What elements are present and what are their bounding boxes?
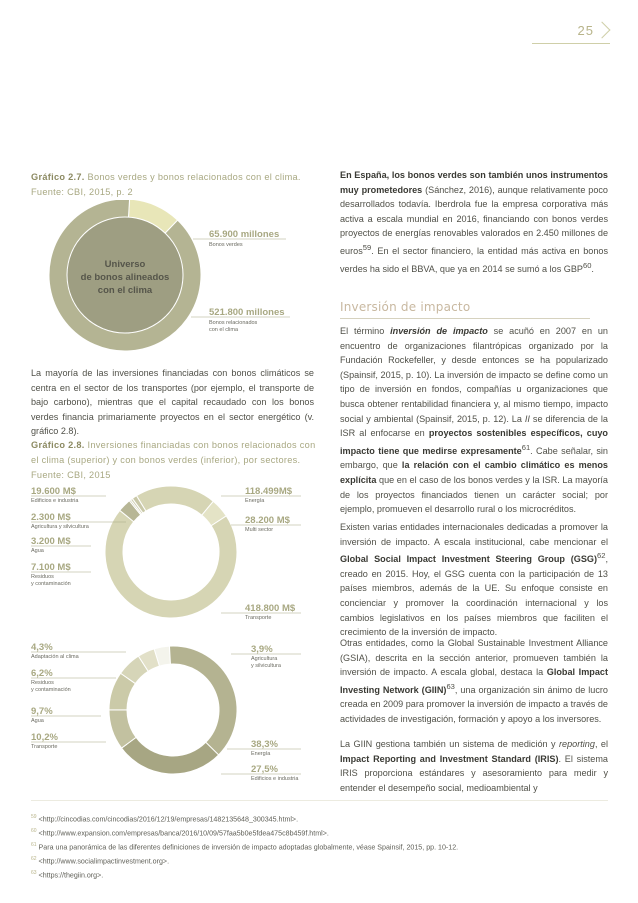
text: . En el sector financiero, la entidad más activa en bonos verdes ha sido el BBVA, que ya en 2014 se sumó a los GBP [340,246,608,274]
footnote [31,854,169,866]
footnote-text: <http://www.socialimpactinvestment.org>. [38,857,170,866]
footnote-ref: 59 [362,242,372,252]
paragraph-spain-green-bonds [340,168,608,276]
donut-green-bonds-sectors [109,646,237,774]
figure-caption-2-8 [31,438,319,483]
d3-left-2-text-1: Residuos [31,680,54,686]
footnote-divider [31,800,608,801]
d3-left-2-text-2: y contaminación [31,687,71,693]
paragraph-giin [340,636,608,727]
d2-left-4-text-1: Residuos [31,574,54,580]
footnote-text: Para una panorámica de las diferentes definiciones de inversión de impacto adoptadas globalmente, véase Spainsif, 2015, pp. 10-12. [38,843,459,852]
d3-left-1-value: 4,3% [31,642,53,653]
figure-caption-text: Inversiones financiadas con bonos relacionados con el clima (superior) y con bonos verdes (inferior), por sectores. Fuente: CBI, 2015 [31,440,316,480]
d3-left-3-text: Agua [31,718,44,724]
footnote-number: 63 [31,870,37,876]
text: , el [594,739,608,749]
footnote-ref: 61 [521,442,531,452]
d2-left-4-value: 7.100 M$ [31,562,71,573]
donut-center-line-1: Universo [104,259,146,270]
d2-left-4-text-2: y contaminación [31,581,71,587]
label-related-sub-1: Bonos relacionados [209,320,258,326]
label-green-value: 65.900 millones [209,229,280,240]
d3-left-1-text: Adaptación al clima [31,654,79,660]
donut-climate-bonds [105,486,237,618]
footnote-ref: 60 [582,260,592,270]
d2-right-2-text: Multi sector [245,527,274,533]
d3-right-1-text-1: Agricultura [251,656,278,662]
figure-caption-label: Gráfico 2.8. [31,440,85,450]
footnote-text: <http://cincodias.com/cincodias/2016/12/19/empresas/1482135648_300345.html>. [38,815,299,824]
page-number [532,20,610,44]
label-related-value: 521.800 millones [209,307,285,318]
text: , creado en 2015. Hoy, el GSG cuenta con la participación de 13 países miembros, además de la UE. Su enfoque consiste en concienciar y promover la coordinación internacional y los cambios legislativos en los países miembros que faciliten el crecimiento de la inversión de impacto. [340,554,608,638]
chart-green-bonds-sectors [31,638,321,783]
chart-green-bonds [31,200,321,360]
footnote [31,840,458,852]
section-title: Inversión de impacto [340,300,471,314]
d2-left-2-text: Agricultura y silvicultura [31,524,89,530]
bold-text: Global Impact Investing Network (GIIN) [340,667,608,695]
d2-left-1-value: 19.600 M$ [31,486,76,497]
text: . Cabe señalar, sin embargo, que [340,445,608,471]
bold-text: la relación con el cambio climático es menos explícita [340,460,608,485]
d3-right-2-value: 38,3% [251,739,278,750]
footnote-text: <https://thegiin.org>. [38,871,104,880]
d2-right-3-value: 418.800 M$ [245,603,296,614]
d3-left-4-value: 10,2% [31,732,58,743]
bold-text: En España, los bonos verdes son también unos instrumentos muy prometedores [340,170,608,195]
paragraph-transport-energy: La mayoría de las inversiones financiadas con bonos climáticos se centra en el sector de los transportes (por ejemplo, el transporte de bajo carbono), mientras que el capital recaudado con los bonos verdes financia primariamente proyectos en el sector energético (v. gráfico 2.8). [31,368,314,437]
footnote-ref: 62 [597,551,606,561]
italic-term: reporting [559,739,595,749]
text: . El sistema IRIS proporciona estándares y asesoramiento para medir y entender el desempeño social, medioambiental y [340,753,608,793]
text: se acuñó en 2007 en un encuentro de organizaciones filantrópicas organizado por la Fundación Rockefeller, y desde entonces se ha popularizado (Spainsif, 2015, p. 10). La inversión de impacto se define como un tipo de inversión en fondos, compañías u organizaciones que busca obtener rentabilidad financiera y, al mismo tiempo, impacto social y ambiental (Spainsif, 2015, p. 12). La [340,326,608,424]
chart-climate-bonds-sectors [31,480,321,625]
paragraph-gsg [340,520,608,640]
paragraph-impact-investment [340,324,608,517]
d2-right-3-text: Transporte [245,615,272,621]
footnote [31,826,329,838]
d3-right-2-text: Energía [251,751,271,757]
section-divider [340,318,590,319]
d3-left-3-value: 9,7% [31,706,53,717]
chevron-right-icon [594,22,611,39]
donut-hole [128,665,219,756]
figure-caption-2-7 [31,170,321,200]
text: Existen varias entidades internacionales dedicadas a promover la inversión de impacto. A escala institucional, cabe mencionar el [340,522,608,547]
footnote-text: <http://www.expansion.com/empresas/banca/2016/10/09/57faa5b0e5fdea475c8b459f.html>. [38,829,329,838]
donut-center-line-2: de bonos alineados [80,272,170,283]
bold-text: Global Social Impact Investment Steering Group (GSG) [340,554,598,565]
d3-left-4-text: Transporte [31,744,58,750]
text: que en el caso de los bonos verdes y la ISR. La mayoría de los proyectos financiados tienen un carácter social; por ejemplo, promueven el desarrollo rural o los microcréditos. [340,474,608,515]
footnote-number: 60 [31,828,37,834]
text: se diferencia de la ISR al enfocarse en [340,413,608,439]
d2-right-1-text: Energía [245,498,265,504]
d2-right-2-value: 28.200 M$ [245,515,290,526]
text: , una organización sin ánimo de lucro creada en 2009 para promover la inversión de impacto a través de actividades de investigación, formación y apoyo a los inversores. [340,684,608,724]
d3-right-3-value: 27,5% [251,764,278,775]
figure-caption-text: Bonos verdes y bonos relacionados con el clima. Fuente: CBI, 2015, p. 2 [31,172,301,197]
donut-hole [124,505,219,600]
d3-right-1-text-2: y silvicultura [251,663,281,669]
d2-left-3-text: Agua [31,548,44,554]
figure-caption-label: Gráfico 2.7. [31,172,85,182]
donut-center-line-3: con el clima [97,285,153,296]
italic-term: II [524,413,530,424]
d3-left-2-value: 6,2% [31,668,53,679]
bold-text: proyectos sostenibles específicos, cuyo impacto tiene que medirse expresamente [340,428,608,456]
footnote-number: 62 [31,856,37,862]
text: . [591,263,594,274]
footnote-number: 59 [31,814,37,820]
d2-left-2-value: 2.300 M$ [31,512,71,523]
bold-text: Impact Reporting and Investment Standard (IRIS) [340,753,559,764]
page-number-text: 25 [577,23,594,38]
d2-left-1-text: Edificios e industria [31,498,79,504]
footnote [31,868,103,880]
d2-right-1-value: 118.499M$ [245,486,293,497]
footnote-ref: 63 [446,681,455,691]
paragraph-iris [340,737,608,795]
d3-right-1-value: 3,9% [251,644,273,655]
footnote [31,812,298,824]
text: Otras entidades, como la Global Sustainable Investment Alliance (GSIA), descrita en la sección anterior, promueven también la inversión de impacto. A escala global, destaca la [340,638,608,678]
label-green-sub: Bonos verdes [209,242,243,248]
d3-right-3-text: Edificios e industria [251,776,299,782]
text: El término [340,326,391,336]
footnote-number: 61 [31,842,37,848]
label-related-sub-2: con el clima [209,327,239,333]
d2-left-3-value: 3.200 M$ [31,536,71,547]
text: La GIIN gestiona también un sistema de medición y [340,739,560,749]
text: (Sánchez, 2016), aunque relativamente poco desarrollados todavía. Iberdrola fue la empresa corporativa más activa a escala mundial en 2016, financiando con bonos verdes proyectos de energías renovables valorados en 2.450 millones de euros [340,184,608,256]
bold-italic-term: inversión de impacto [390,326,488,336]
